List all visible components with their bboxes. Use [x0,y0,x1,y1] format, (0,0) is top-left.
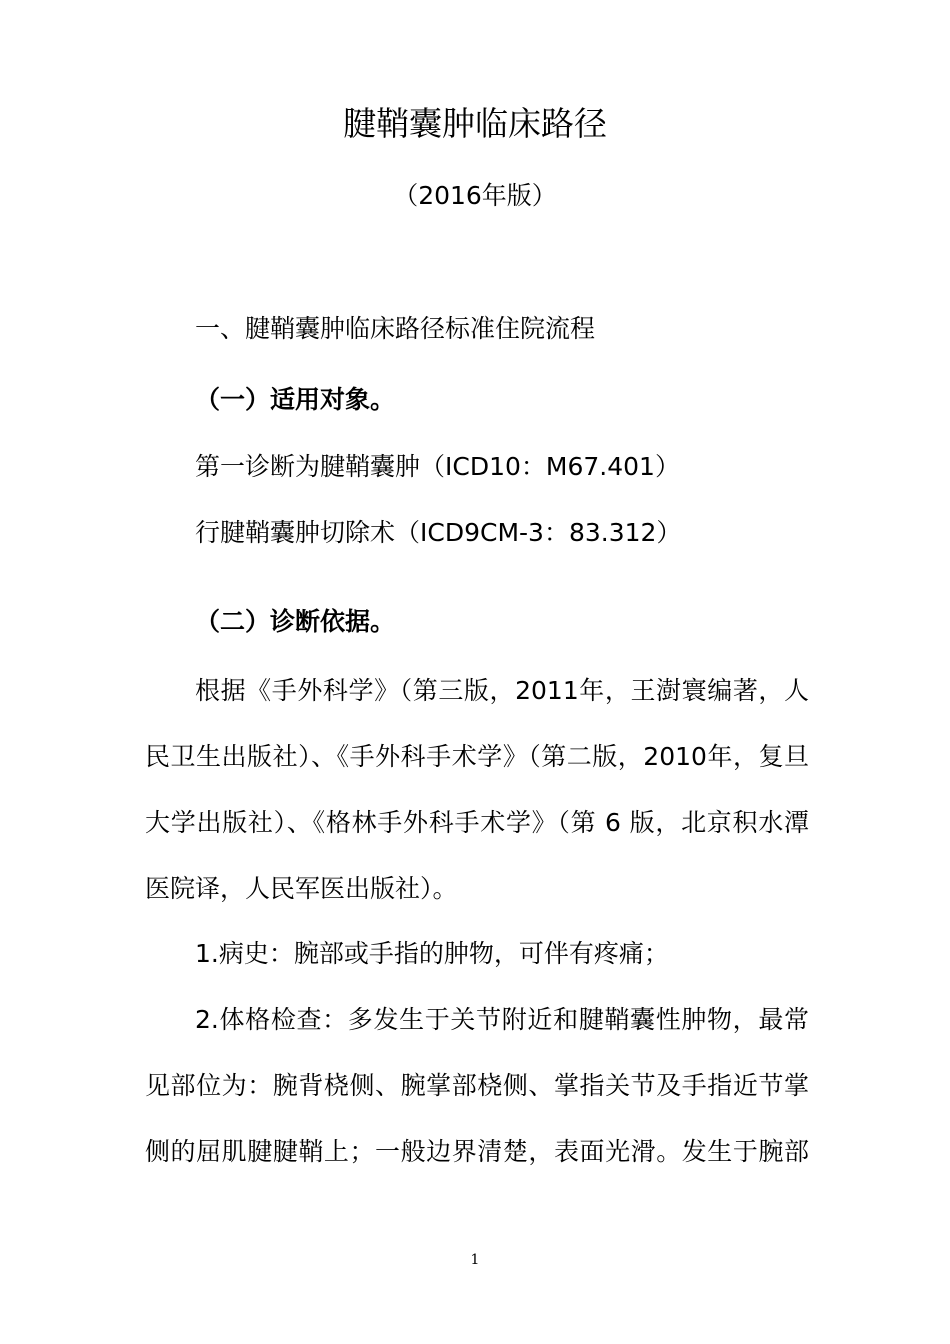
paragraph-line: 医院译，人民军医出版社）。 [145,874,458,903]
list-item-history: 1.病史：腕部或手指的肿物，可伴有疼痛； [195,939,669,968]
document-title: 腱鞘囊肿临床路径 [343,104,607,143]
paragraph-line: 大学出版社）、《格林手外科手术学》（第 6 版，北京积水潭 [145,808,809,837]
subsection-heading-diagnosis-basis: （二）诊断依据。 [195,607,396,636]
paragraph-line: 见部位为：腕背桡侧、腕掌部桡侧、掌指关节及手指近节掌 [145,1071,809,1100]
paragraph-line: 根据《手外科学》（第三版，2011年，王澍寰编著，人 [195,676,809,705]
diagnosis-line: 第一诊断为腱鞘囊肿（ICD10：M67.401） [195,452,680,481]
section-heading: 一、腱鞘囊肿临床路径标准住院流程 [195,314,596,343]
procedure-line: 行腱鞘囊肿切除术（ICD9CM-3：83.312） [195,518,682,547]
paragraph-line: 侧的屈肌腱腱鞘上；一般边界清楚，表面光滑。发生于腕部 [145,1137,809,1166]
page-number: 1 [470,1252,480,1268]
subsection-heading-applicable-subjects: （一）适用对象。 [195,385,396,414]
list-item-physical-exam: 2.体格检查：多发生于关节附近和腱鞘囊性肿物，最常 [195,1005,809,1034]
paragraph-line: 民卫生出版社）、《手外科手术学》（第二版，2010年，复旦 [145,742,809,771]
document-subtitle: （2016年版） [393,181,557,210]
